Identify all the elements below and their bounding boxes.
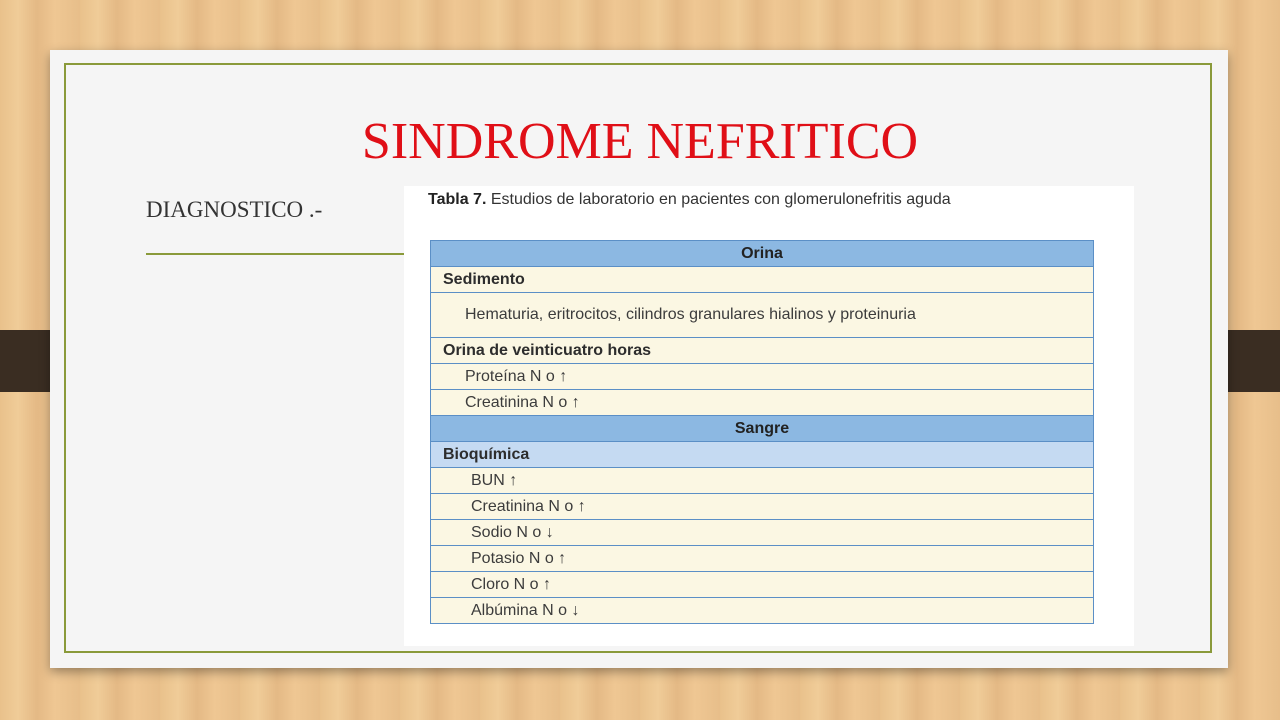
table-cell: Sedimento bbox=[431, 267, 1094, 293]
table-section-row bbox=[431, 241, 1094, 267]
subtitle-underline bbox=[146, 253, 406, 255]
table-caption-label: Tabla 7. bbox=[428, 191, 487, 208]
table-row bbox=[431, 468, 1094, 494]
table-caption-text: Estudios de laboratorio en pacientes con glomerulonefritis aguda bbox=[490, 191, 951, 208]
slide-subtitle: DIAGNOSTICO .- bbox=[146, 197, 323, 222]
table-cell: Sodio N o ↓ bbox=[431, 520, 1094, 546]
table-cell: Orina de veinticuatro horas bbox=[431, 338, 1094, 364]
table-group-row bbox=[431, 338, 1094, 364]
table-cell: Albúmina N o ↓ bbox=[431, 598, 1094, 624]
table-row bbox=[431, 520, 1094, 546]
table-cell: Hematuria, eritrocitos, cilindros granulares hialinos y proteinuria bbox=[431, 293, 1094, 338]
table-section-row bbox=[431, 416, 1094, 442]
table-row bbox=[431, 390, 1094, 416]
table-cell: Potasio N o ↑ bbox=[431, 546, 1094, 572]
table-row bbox=[431, 364, 1094, 390]
table-group-row bbox=[431, 442, 1094, 468]
table-row bbox=[431, 494, 1094, 520]
table-row bbox=[431, 293, 1094, 338]
lab-table-figure bbox=[404, 186, 1134, 646]
table-cell: Sangre bbox=[431, 416, 1094, 442]
table-row bbox=[431, 546, 1094, 572]
table-cell: Bioquímica bbox=[431, 442, 1094, 468]
table-cell: Cloro N o ↑ bbox=[431, 572, 1094, 598]
table-cell: Proteína N o ↑ bbox=[431, 364, 1094, 390]
table-row bbox=[431, 572, 1094, 598]
table-cell: BUN ↑ bbox=[431, 468, 1094, 494]
slide-title: SINDROME NEFRITICO bbox=[361, 113, 919, 170]
table-group-row bbox=[431, 267, 1094, 293]
table-cell: Orina bbox=[431, 241, 1094, 267]
table-row bbox=[431, 598, 1094, 624]
table-cell: Creatinina N o ↑ bbox=[431, 390, 1094, 416]
lab-table-body bbox=[431, 241, 1094, 624]
table-caption bbox=[428, 190, 1068, 210]
lab-table bbox=[430, 240, 1094, 624]
table-cell: Creatinina N o ↑ bbox=[431, 494, 1094, 520]
